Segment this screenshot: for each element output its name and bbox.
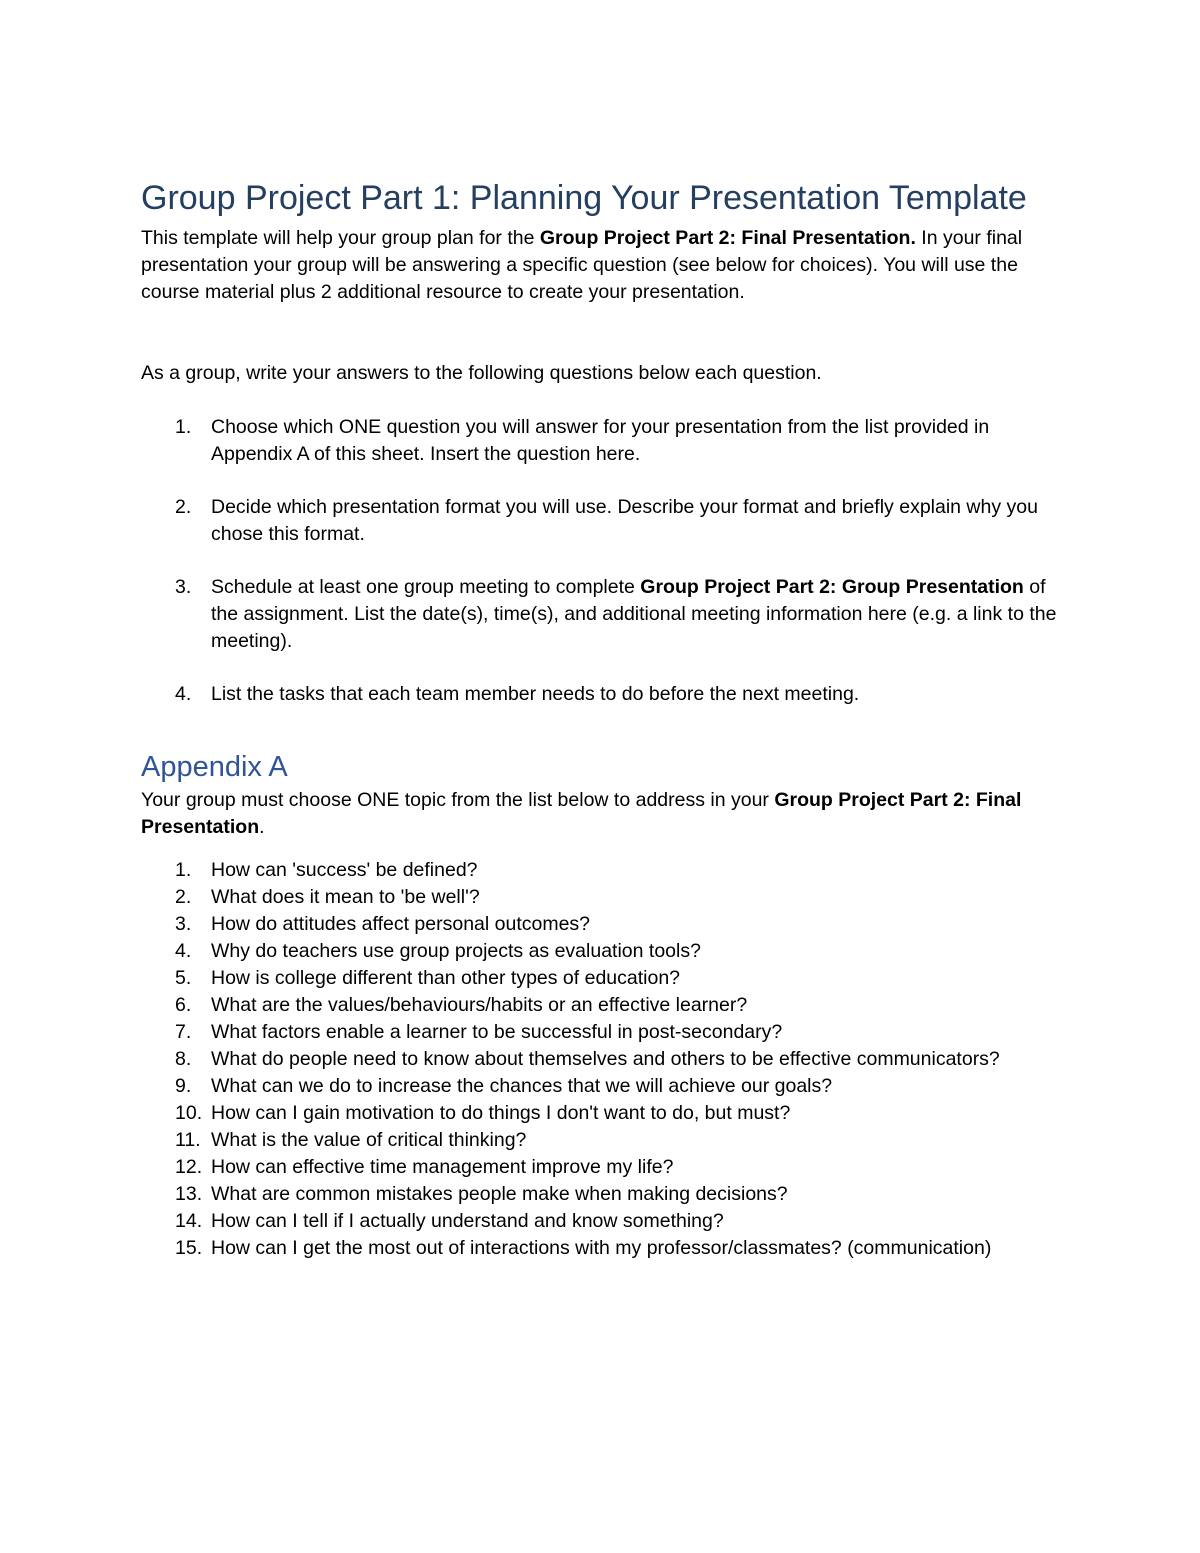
- list-item-text-end: of the assignment. List the date(s), time(s), and additional meeting information here (e.g. a link to the meeting).: [211, 576, 1057, 652]
- list-number: 4.: [175, 683, 192, 705]
- list-item: [141, 1235, 1061, 1262]
- list-item-text: How can I gain motivation to do things I don't want to do, but must?: [211, 1102, 791, 1124]
- list-number: 3.: [175, 913, 192, 935]
- list-number: 1.: [175, 859, 192, 881]
- spacer: [141, 708, 1061, 749]
- list-item-text: Why do teachers use group projects as evaluation tools?: [211, 940, 701, 962]
- list-item-text: What can we do to increase the chances that we will achieve our goals?: [211, 1075, 833, 1097]
- list-number: 2.: [175, 886, 192, 908]
- list-number: 10.: [175, 1102, 203, 1124]
- intro-text-start: This template will help your group plan for the: [141, 227, 540, 249]
- list-item: [141, 1019, 1061, 1046]
- list-item: [141, 494, 1061, 548]
- list-item: [141, 1208, 1061, 1235]
- list-number: 13.: [175, 1183, 203, 1205]
- list-item-text: What does it mean to 'be well'?: [211, 886, 480, 908]
- spacer: [141, 387, 1061, 414]
- list-number: 11.: [175, 1129, 201, 1151]
- list-item-text: How can effective time management improve my life?: [211, 1156, 674, 1178]
- list-item: [141, 857, 1061, 884]
- spacer: [141, 841, 1061, 857]
- instruction-text: As a group, write your answers to the following questions below each question.: [141, 362, 822, 384]
- list-item-text: How can I tell if I actually understand and know something?: [211, 1210, 724, 1232]
- list-item: [141, 1127, 1061, 1154]
- list-number: 9.: [175, 1075, 192, 1097]
- list-item-text: What are common mistakes people make when making decisions?: [211, 1183, 788, 1205]
- appendix-heading: Appendix A: [141, 751, 288, 783]
- list-item-text: How do attitudes affect personal outcomes?: [211, 913, 591, 935]
- appendix-intro-start: Your group must choose ONE topic from the list below to address in your: [141, 789, 775, 811]
- list-number: 14.: [175, 1210, 203, 1232]
- list-number: 6.: [175, 994, 192, 1016]
- list-item: [141, 1100, 1061, 1127]
- list-number: 2.: [175, 496, 192, 518]
- list-item-text: Choose which ONE question you will answer for your presentation from the list provided in Appendix A of this sheet. Insert the question here.: [211, 416, 990, 465]
- list-item: [141, 1073, 1061, 1100]
- list-item: [141, 1046, 1061, 1073]
- intro-bold-text: Group Project Part 2: Final Presentation.: [539, 227, 916, 249]
- list-number: 3.: [175, 576, 192, 598]
- list-item-text: How is college different than other types of education?: [211, 967, 681, 989]
- list-item-text: What do people need to know about themselves and others to be effective communicators?: [211, 1048, 1000, 1070]
- list-item-bold-text: Group Project Part 2: Group Presentation: [640, 576, 1024, 598]
- list-item: [141, 992, 1061, 1019]
- planning-question-list: [141, 414, 1061, 708]
- list-item: [141, 965, 1061, 992]
- page-title: Group Project Part 1: Planning Your Presentation Template: [141, 179, 1027, 217]
- appendix-intro-end: .: [259, 816, 265, 838]
- topic-list: [141, 857, 1061, 1262]
- list-item-text: How can I get the most out of interactions with my professor/classmates? (communication): [211, 1237, 992, 1259]
- list-number: 12.: [175, 1156, 203, 1178]
- list-number: 7.: [175, 1021, 192, 1043]
- list-number: 8.: [175, 1048, 192, 1070]
- intro-text-end: In your final presentation your group will be answering a specific question (see below for choices). You will use the course material plus 2 additional resource to create your presentation.: [141, 227, 1023, 303]
- list-item-text: What factors enable a learner to be successful in post-secondary?: [211, 1021, 783, 1043]
- list-number: 15.: [175, 1237, 203, 1259]
- appendix-intro: [141, 787, 1061, 841]
- list-number: 4.: [175, 940, 192, 962]
- list-item-text: List the tasks that each team member needs to do before the next meeting.: [211, 683, 860, 705]
- list-item: [141, 681, 1061, 708]
- list-item-text: What are the values/behaviours/habits or an effective learner?: [211, 994, 748, 1016]
- appendix-intro-bold: Group Project Part 2: Final Presentation: [141, 789, 1022, 838]
- list-item: [141, 911, 1061, 938]
- list-item-text-start: Schedule at least one group meeting to complete: [211, 576, 641, 598]
- spacer: [141, 306, 1061, 360]
- list-number: 1.: [175, 416, 192, 438]
- list-number: 5.: [175, 967, 192, 989]
- list-item: [141, 1154, 1061, 1181]
- list-item-text: Decide which presentation format you will use. Describe your format and briefly explain why you chose this format.: [211, 496, 1038, 545]
- list-item: [141, 574, 1061, 655]
- list-item-text: What is the value of critical thinking?: [211, 1129, 527, 1151]
- list-item-text: How can 'success' be defined?: [211, 859, 478, 881]
- document-page: [141, 178, 1061, 1262]
- list-item: [141, 1181, 1061, 1208]
- list-item: [141, 938, 1061, 965]
- list-item: [141, 884, 1061, 911]
- list-item: [141, 414, 1061, 468]
- intro-paragraph: [141, 225, 1061, 306]
